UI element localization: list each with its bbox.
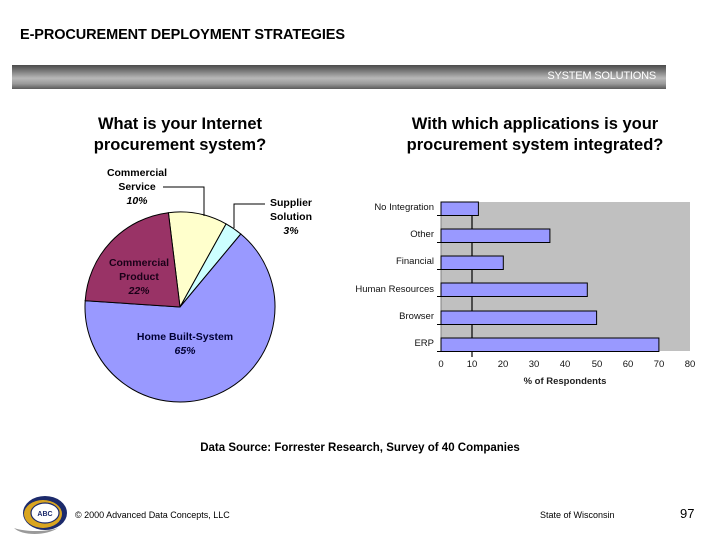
data-source-note: Data Source: Forrester Research, Survey of 40 Companies	[200, 442, 520, 454]
bar-chart	[437, 202, 690, 357]
pie-label-supplier-solution	[260, 196, 322, 238]
bar-other	[441, 229, 550, 243]
page-title: E-PROCUREMENT DEPLOYMENT STRATEGIES	[20, 27, 345, 43]
pie-title-line-2: procurement system?	[93, 136, 267, 154]
section-banner-label: SYSTEM SOLUTIONS	[547, 70, 656, 82]
x-tick-50: 50	[591, 359, 603, 370]
category-label-no-integration: No Integration	[374, 202, 434, 213]
x-tick-60: 60	[622, 359, 634, 370]
x-tick-80: 80	[684, 359, 696, 370]
logo-text: ABC	[37, 511, 53, 518]
x-axis-title: % of Respondents	[523, 376, 607, 387]
label-line: Commercial	[108, 257, 170, 269]
x-tick-0: 0	[438, 359, 444, 370]
pie-label-commercial-product	[100, 256, 178, 298]
label-percent: 22%	[128, 285, 150, 297]
label-line: Home Built-System	[136, 331, 234, 343]
pie-title-line-1: What is your Internet	[97, 115, 263, 133]
label-percent: 3%	[283, 225, 299, 237]
x-tick-70: 70	[653, 359, 665, 370]
category-label-erp: ERP	[414, 338, 434, 349]
bar-browser	[441, 311, 597, 325]
label-line: Solution	[270, 211, 312, 223]
category-label-other: Other	[410, 229, 434, 240]
pie-chart	[85, 212, 275, 402]
client-name: State of Wisconsin	[540, 510, 615, 520]
abc-logo	[12, 494, 74, 536]
x-tick-20: 20	[497, 359, 509, 370]
label-percent: 65%	[174, 345, 196, 357]
x-tick-10: 10	[466, 359, 478, 370]
label-line: Commercial	[106, 167, 168, 179]
pie-label-home-built-system	[115, 330, 255, 358]
bar-erp	[441, 338, 659, 352]
x-tick-40: 40	[559, 359, 571, 370]
pie-label-commercial-service	[92, 166, 182, 208]
category-label-browser: Browser	[399, 311, 434, 322]
label-line: Supplier	[269, 197, 312, 209]
bar-financial	[441, 256, 503, 270]
page-number: 97	[680, 506, 695, 521]
copyright-notice: © 2000 Advanced Data Concepts, LLC	[75, 510, 230, 520]
bar-no-integration	[441, 202, 478, 216]
plot-area	[441, 202, 690, 351]
label-line: Product	[119, 271, 159, 283]
category-label-financial: Financial	[395, 256, 434, 267]
bar-title-line-2: procurement system integrated?	[406, 136, 664, 154]
bar-human-resources	[441, 283, 587, 297]
bar-title-line-1: With which applications is your	[411, 115, 659, 133]
category-label-human-resources: Human Resources	[355, 284, 434, 295]
x-tick-30: 30	[528, 359, 540, 370]
label-line: Service	[118, 181, 156, 193]
label-percent: 10%	[126, 195, 148, 207]
